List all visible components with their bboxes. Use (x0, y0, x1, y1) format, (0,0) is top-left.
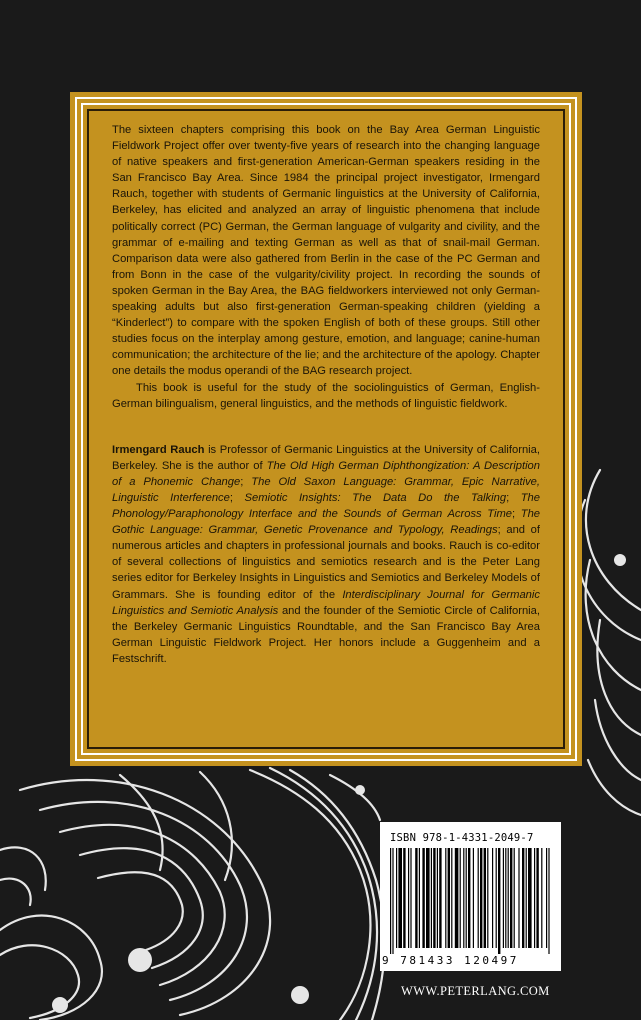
isbn-text: ISBN 978-1-4331-2049-7 (390, 832, 534, 844)
barcode-bar (510, 848, 512, 948)
barcode-bar (455, 848, 459, 948)
barcode-bar (546, 848, 547, 948)
barcode-bar (392, 848, 393, 954)
barcode-bar (451, 848, 452, 948)
bio-text: and the founder of the Semiotic Circle of California, the Berkeley Germanic Linguistics Roundtable, and the San Francisco Bay Area German Linguistic Fieldwork Project. Her honors include a Guggenheim and a Festschrift. (112, 604, 540, 665)
barcode-bar (496, 848, 497, 948)
barcode-bar (460, 848, 461, 948)
barcode-bar (548, 848, 549, 954)
barcode-bar (528, 848, 532, 948)
barcode-bar (426, 848, 430, 948)
barcode-bar (541, 848, 542, 948)
barcode-bar (508, 848, 509, 948)
barcode-bar (536, 848, 538, 948)
publisher-url: WWW.PETERLANG.COM (401, 984, 550, 998)
barcode-bar (433, 848, 435, 948)
barcode-bar (448, 848, 450, 948)
book-title: The Phonology/Paraphonology Interface and the Sounds of German Across Time (112, 491, 540, 521)
barcode-bar (478, 848, 479, 948)
bio-text: ; (506, 491, 521, 504)
barcode-bar (431, 848, 432, 948)
barcode-bar (498, 848, 500, 954)
barcode-bar (422, 848, 424, 948)
barcode-bar (484, 848, 486, 948)
barcode-bar (505, 848, 506, 948)
barcode-bar (480, 848, 482, 948)
barcode-digits: 9 781433 120497 (382, 954, 519, 967)
barcode-bar (503, 848, 504, 948)
barcode-bar (526, 848, 527, 948)
description-panel (70, 92, 582, 766)
book-title: The Old High German Diphthongization: A Description of a Phonemic Change (112, 459, 540, 488)
barcode-bar (468, 848, 470, 948)
description-paragraph-2: This book is useful for the study of the sociolinguistics of German, English-German bilingualism, general linguistics, and the methods of linguistic fieldwork. (112, 381, 540, 410)
barcode-bar (398, 848, 402, 948)
barcode-label (380, 822, 561, 971)
book-title: The Gothic Language: Grammar, Genetic Provenance and Typology, Readings (112, 508, 541, 537)
barcode-bar (473, 848, 474, 948)
bio-text: is Professor of Germanic Linguistics at the University of California, Berkeley. She is the author of (112, 443, 540, 472)
description-paragraph-1: The sixteen chapters comprising this book on the Bay Area German Linguistic Fieldwork Project offer over twenty-five years of research into the changing language of native speakers and first-generation American-German speakers residing in the San Francisco Bay Area. Since 1984 the principal project investigator, Irmengard Rauch, together with students of Germanic linguistics at the University of California, Berkeley, has elicited and analyzed an array of linguistic phenomena that include politically correct (PC) German, the German language of vulgarity and civility, and the grammar of e-mailing and texting German as well as that of snail-mail German. Comparison data were also gathered from Berlin in the case of the PC German and from Bonn in the case of the vulgarity/civility project. In recording the sounds of spoken German in the Bay Area, the BAG fieldworkers interviewed not only German-speaking adults but also first-generation German-speaking children (yielding a “Kinderlect”) to compare with the spoken English of both of these groups. Still other studies focus on the interplay among gesture, emotion, and language; canine-human communication; the architecture of the lie; and the architecture of the apology. Chapter one details the modus operandi of the BAG research project. (112, 124, 540, 378)
barcode-bar (396, 848, 397, 948)
book-title: The Old Saxon Language: Grammar, Epic Narrative, Linguistic Interference (112, 475, 540, 504)
author-name: Irmengard Rauch (112, 443, 205, 456)
bio-text: ; (229, 491, 245, 504)
barcode-bar (514, 848, 515, 948)
journal-title: Interdisciplinary Journal for Germanic Linguistics and Semiotic Analysis (112, 588, 540, 617)
bio-text: ; (512, 508, 521, 521)
bio-text: ; (240, 475, 252, 488)
barcode-bars (388, 848, 554, 954)
barcode-bar (518, 848, 519, 948)
barcode-bar (487, 848, 488, 948)
barcode-bar (437, 848, 438, 948)
barcode-bar (410, 848, 411, 948)
barcode-bar (439, 848, 441, 948)
barcode-bar (403, 848, 405, 948)
barcode-bar (419, 848, 420, 948)
barcode-bar (492, 848, 493, 948)
barcode-bar (445, 848, 446, 948)
barcode-bar (463, 848, 464, 948)
barcode-bar (466, 848, 467, 948)
barcode-bar (534, 848, 535, 948)
bio-text: ; and of numerous articles and chapters in professional journals and books. Rauch is co-editor of several collections of linguistics and semiotics research and is the Peter Lang series editor for Berkeley Insights in Linguistics and Semiotics and Berkeley Models of Grammars. She is founding editor of the (112, 524, 540, 601)
barcode-bar (390, 848, 391, 954)
barcode-bar (522, 848, 524, 948)
book-title: Semiotic Insights: The Data Do the Talking (244, 491, 507, 504)
author-bio (112, 442, 540, 667)
back-cover-text (112, 122, 540, 667)
barcode-bar (408, 848, 409, 948)
barcode-bar (415, 848, 417, 948)
